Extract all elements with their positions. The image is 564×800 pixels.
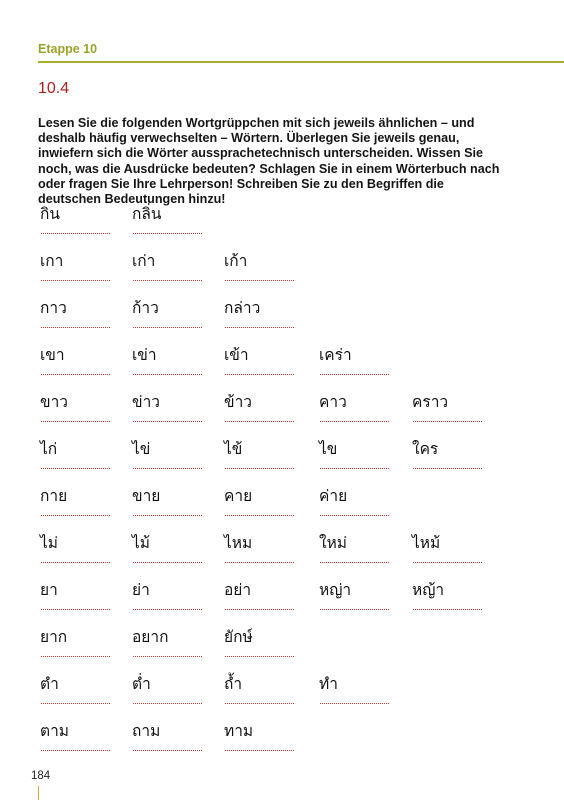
thai-word: อย่า [224, 581, 252, 599]
answer-blank-line[interactable] [225, 280, 294, 281]
word-cell [410, 576, 492, 623]
thai-word: กลิ่น [132, 205, 162, 223]
answer-blank-line[interactable] [133, 562, 202, 563]
word-cell [222, 388, 304, 435]
word-cell [130, 482, 212, 529]
thai-word: ถาม [132, 722, 161, 740]
word-cell [38, 294, 120, 341]
word-group-row [38, 200, 518, 247]
word-cell [130, 529, 212, 576]
answer-blank-line[interactable] [225, 421, 294, 422]
thai-word: กิน [40, 205, 60, 223]
word-cell [222, 482, 304, 529]
word-cell [38, 247, 120, 294]
word-cell [317, 576, 399, 623]
thai-word: ไม่ [40, 534, 59, 552]
thai-word: ทาม [224, 722, 254, 740]
answer-blank-line[interactable] [320, 703, 389, 704]
answer-blank-line[interactable] [133, 750, 202, 751]
answer-blank-line[interactable] [41, 280, 110, 281]
word-group-row [38, 388, 518, 435]
word-group-row [38, 435, 518, 482]
word-cell [130, 388, 212, 435]
word-cell [130, 717, 212, 764]
thai-word: อยาก [132, 628, 169, 646]
word-cell [38, 388, 120, 435]
answer-blank-line[interactable] [133, 280, 202, 281]
word-cell [222, 435, 304, 482]
word-group-row [38, 670, 518, 717]
answer-blank-line[interactable] [41, 515, 110, 516]
thai-word: เก้า [224, 252, 248, 270]
answer-blank-line[interactable] [133, 515, 202, 516]
word-cell [130, 294, 212, 341]
thai-word: เข่า [132, 346, 157, 364]
word-cell [222, 341, 304, 388]
word-cell [38, 576, 120, 623]
thai-word: ก้าว [132, 299, 159, 317]
answer-blank-line[interactable] [225, 327, 294, 328]
answer-blank-line[interactable] [41, 374, 110, 375]
word-cell [317, 670, 399, 717]
page-corner-mark [38, 786, 39, 800]
answer-blank-line[interactable] [41, 327, 110, 328]
answer-blank-line[interactable] [413, 468, 482, 469]
thai-word: ใคร [412, 440, 439, 458]
answer-blank-line[interactable] [320, 609, 389, 610]
word-cell [38, 482, 120, 529]
answer-blank-line[interactable] [41, 562, 110, 563]
word-cell [317, 529, 399, 576]
word-cell [410, 529, 492, 576]
word-cell [130, 247, 212, 294]
word-cell [222, 670, 304, 717]
word-cell [222, 576, 304, 623]
thai-word: ทำ [319, 675, 338, 693]
thai-word: ไก่ [40, 440, 58, 458]
thai-word: เคร่า [319, 346, 352, 364]
answer-blank-line[interactable] [225, 468, 294, 469]
answer-blank-line[interactable] [41, 468, 110, 469]
answer-blank-line[interactable] [320, 421, 389, 422]
chapter-label: Etappe 10 [38, 42, 98, 56]
word-group-row [38, 247, 518, 294]
answer-blank-line[interactable] [41, 703, 110, 704]
thai-word: ตำ [40, 675, 59, 693]
thai-word: คราว [412, 393, 449, 411]
word-cell [317, 388, 399, 435]
answer-blank-line[interactable] [413, 421, 482, 422]
word-group-row [38, 623, 518, 670]
answer-blank-line[interactable] [133, 468, 202, 469]
answer-blank-line[interactable] [41, 609, 110, 610]
thai-word: ต่ำ [132, 675, 151, 693]
thai-word: เข้า [224, 346, 249, 364]
thai-word: คาย [224, 487, 253, 505]
answer-blank-line[interactable] [133, 327, 202, 328]
answer-blank-line[interactable] [320, 374, 389, 375]
thai-word: ไหม [224, 534, 253, 552]
thai-word: ไหม้ [412, 534, 441, 552]
word-cell [222, 623, 304, 670]
thai-word: ถ้ำ [224, 675, 243, 693]
answer-blank-line[interactable] [41, 421, 110, 422]
answer-blank-line[interactable] [41, 750, 110, 751]
answer-blank-line[interactable] [133, 374, 202, 375]
thai-word: ย่า [132, 581, 150, 599]
word-group-row [38, 482, 518, 529]
answer-blank-line[interactable] [133, 703, 202, 704]
word-cell [38, 529, 120, 576]
answer-blank-line[interactable] [320, 515, 389, 516]
word-cell [130, 435, 212, 482]
word-cell [410, 435, 492, 482]
answer-blank-line[interactable] [225, 750, 294, 751]
thai-word: ตาม [40, 722, 69, 740]
answer-blank-line[interactable] [225, 656, 294, 657]
answer-blank-line[interactable] [225, 515, 294, 516]
answer-blank-line[interactable] [133, 656, 202, 657]
thai-word: ข่าว [132, 393, 161, 411]
word-cell [222, 294, 304, 341]
word-cell [317, 341, 399, 388]
thai-word: กล่าว [224, 299, 261, 317]
word-cell [222, 717, 304, 764]
answer-blank-line[interactable] [41, 656, 110, 657]
word-cell [130, 623, 212, 670]
thai-word: หญ้า [412, 581, 445, 599]
word-cell [38, 435, 120, 482]
word-groups-grid [38, 200, 518, 764]
answer-blank-line[interactable] [41, 233, 110, 234]
word-group-row [38, 294, 518, 341]
word-group-row [38, 717, 518, 764]
thai-word: ขาว [40, 393, 69, 411]
word-group-row [38, 529, 518, 576]
thai-word: ใหม่ [319, 534, 348, 552]
word-cell [130, 200, 212, 247]
page-header [38, 42, 564, 63]
word-group-row [38, 576, 518, 623]
word-cell [38, 623, 120, 670]
thai-word: ไข่ [132, 440, 151, 458]
answer-blank-line[interactable] [225, 703, 294, 704]
thai-word: กาย [40, 487, 68, 505]
answer-blank-line[interactable] [133, 609, 202, 610]
answer-blank-line[interactable] [225, 609, 294, 610]
thai-word: ข้าว [224, 393, 253, 411]
word-cell [130, 341, 212, 388]
exercise-instructions: Lesen Sie die folgenden Wortgrüppchen mit sich jeweils ähnlichen – und deshalb häufig verwechselten – Wörtern. Überlegen Sie jeweils genau, inwiefern sich die Wörter aussprachetechnisch unterscheiden. Wissen Sie noch, was die Ausdrücke bedeuten? Schlagen Sie in einem Wörterbuch nach oder fragen Sie Ihre Lehrperson! Schreiben Sie zu den Begriffen die deutschen Bedeutungen hinzu! [38, 116, 500, 207]
answer-blank-line[interactable] [133, 233, 202, 234]
word-group-row [38, 341, 518, 388]
answer-blank-line[interactable] [225, 374, 294, 375]
thai-word: เกา [40, 252, 64, 270]
answer-blank-line[interactable] [413, 562, 482, 563]
thai-word: ยา [40, 581, 58, 599]
word-cell [38, 341, 120, 388]
word-cell [38, 670, 120, 717]
answer-blank-line[interactable] [413, 609, 482, 610]
word-cell [38, 717, 120, 764]
page-number: 184 [31, 770, 51, 782]
thai-word: เขา [40, 346, 65, 364]
thai-word: ยาก [40, 628, 68, 646]
word-cell [317, 482, 399, 529]
thai-word: คาว [319, 393, 347, 411]
thai-word: เก่า [132, 252, 156, 270]
thai-word: ขาย [132, 487, 161, 505]
answer-blank-line[interactable] [133, 421, 202, 422]
word-cell [317, 435, 399, 482]
answer-blank-line[interactable] [320, 562, 389, 563]
thai-word: ไข [319, 440, 338, 458]
word-cell [222, 529, 304, 576]
word-cell [130, 576, 212, 623]
thai-word: กาว [40, 299, 67, 317]
answer-blank-line[interactable] [320, 468, 389, 469]
exercise-number: 10.4 [38, 80, 70, 97]
word-cell [410, 388, 492, 435]
thai-word: ค่าย [319, 487, 348, 505]
word-cell [38, 200, 120, 247]
thai-word: หญ่า [319, 581, 352, 599]
thai-word: ไม้ [132, 534, 151, 552]
thai-word: ไข้ [224, 440, 243, 458]
word-cell [130, 670, 212, 717]
thai-word: ยักษ์ [224, 628, 253, 646]
answer-blank-line[interactable] [225, 562, 294, 563]
word-cell [222, 247, 304, 294]
